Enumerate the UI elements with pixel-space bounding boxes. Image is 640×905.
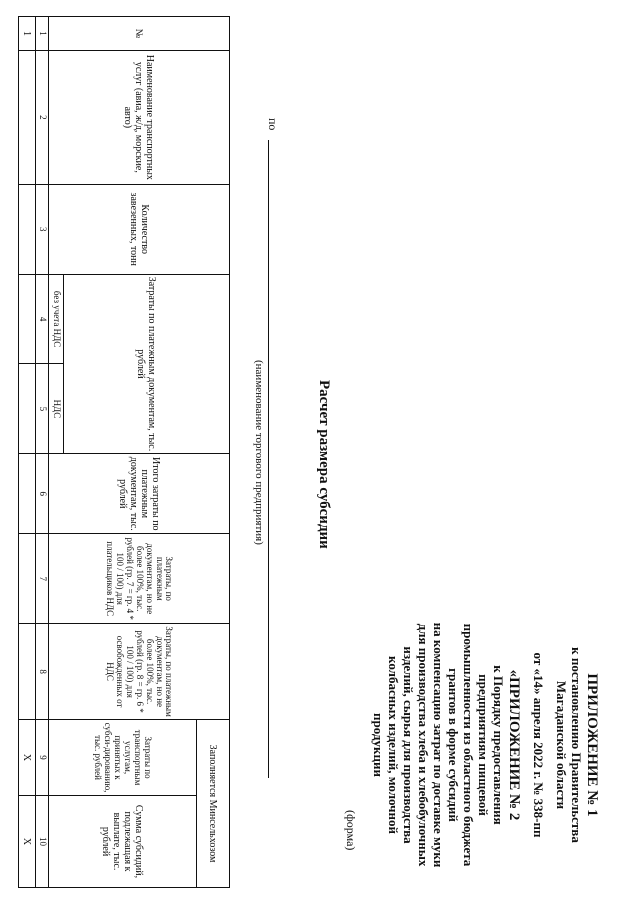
header-col-costs: Затраты по платежным документам, тыс. рублей (63, 274, 229, 454)
header-col-vat: НДС (48, 364, 63, 454)
column-numbers-row (35, 17, 48, 888)
header-col-subsidy: Сумма субсидий, подлежащая к выплате, тыс. рублей (48, 796, 196, 888)
column-number: 7 (35, 534, 48, 624)
appendix-ref-line: Магаданской области (553, 680, 569, 810)
table-cell[interactable] (19, 454, 36, 534)
form-label: (форма) (344, 810, 358, 851)
enterprise-name-caption: (наименование торгового предприятия) (253, 360, 265, 545)
header-col-without-vat: без учета НДС (48, 274, 63, 364)
appendix-desc-line: изделий, сырья для производства (401, 646, 417, 844)
table-cell[interactable] (19, 364, 36, 454)
document-title: Расчет размера субсидии (316, 380, 332, 549)
table-cell[interactable] (19, 534, 36, 624)
appendix-ref-line: к постановлению Правительства (568, 647, 584, 843)
po-prefix: по (266, 118, 280, 131)
header-col-service: Наименование транспортных услуг (авиа, ж/д, морские, авто) (48, 50, 229, 184)
header-col-total: Итого затраты по платежным документам, тыс. рублей (48, 454, 229, 534)
table-row (19, 17, 36, 888)
appendix-subtitle: «ПРИЛОЖЕНИЕ № 2 (505, 669, 522, 821)
appendix-desc-line: к Порядку предоставления (490, 665, 506, 825)
header-group-ministry: Заполняется Минсельхозом (196, 720, 229, 888)
appendix-desc-line: колбасных изделий, молочной (386, 656, 402, 834)
column-number: 2 (35, 50, 48, 184)
column-number: 5 (35, 364, 48, 454)
column-number: 10 (35, 796, 48, 888)
column-number: 3 (35, 184, 48, 274)
column-number: 9 (35, 720, 48, 796)
table-cell[interactable] (19, 624, 36, 720)
header-col-quantity: Количество завезенных, тонн (48, 184, 229, 274)
table-cell[interactable] (19, 50, 36, 184)
header-col-vat-exempt: Затраты, по платежным документам, но не более 100%, тыс. рублей (гр. 8 = гр. 6 * 100 / 100) для освобожденных от НДС (48, 624, 229, 720)
appendix-desc-line: для производства хлеба и хлебобулочных (416, 623, 431, 867)
appendix-header (370, 600, 600, 890)
column-number: 8 (35, 624, 48, 720)
appendix-desc-line: промышленности из областного бюджета (460, 623, 476, 867)
table-cell[interactable]: X (19, 796, 36, 888)
appendix-title: ПРИЛОЖЕНИЕ № 1 (584, 673, 600, 817)
appendix-date: от «14» апреля 2022 г. № 338-пп (530, 652, 546, 838)
header-col-number: № (48, 17, 229, 51)
header-col-vat-payers: Затраты, по платежным документам, но не более 100%, тыс. рублей (гр. 7 = гр. 4 * 100 / 100) для плательщиков НДС (48, 534, 229, 624)
column-number: 4 (35, 274, 48, 364)
column-number: 1 (35, 17, 48, 51)
fill-in-line (268, 140, 269, 778)
table-cell[interactable]: X (19, 720, 36, 796)
subsidy-table (18, 16, 230, 888)
appendix-desc-line: продукции (371, 713, 387, 777)
header-col-accepted: Затраты по транспортным услугам, принятых к субси-дированию, тыс. рублей (48, 720, 196, 796)
enterprise-name-line[interactable] (266, 118, 280, 778)
table-cell[interactable] (19, 184, 36, 274)
appendix-desc-line: предприятиям пищевой (475, 674, 491, 816)
column-number: 6 (35, 454, 48, 534)
appendix-desc-line: грантов в форме субсидий (445, 668, 461, 822)
table-cell[interactable]: 1 (19, 17, 36, 51)
table-cell[interactable] (19, 274, 36, 364)
appendix-desc-line: на компенсацию затрат по доставке муки (430, 622, 446, 868)
